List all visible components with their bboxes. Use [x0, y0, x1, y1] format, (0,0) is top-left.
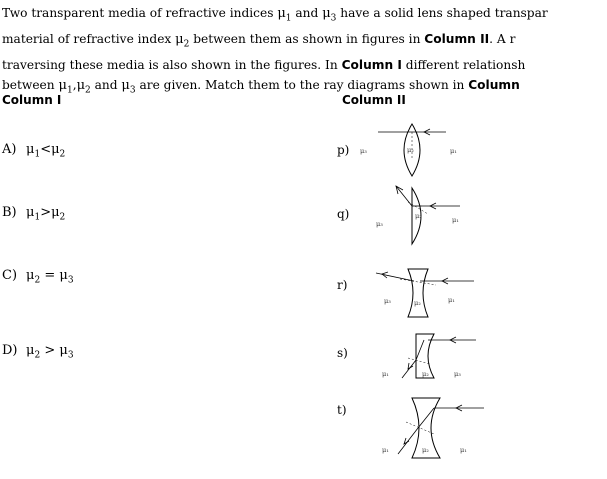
question-text: [2, 3, 605, 101]
diagram-q-plano-convex-lens: [370, 184, 480, 248]
diagram-s-medium-lens: μ₂: [422, 370, 429, 378]
option-b: B) $\mu_1>\mu_2$: [2, 205, 66, 223]
diagram-s-plano-concave-lens: [378, 332, 478, 382]
option-c-label: C): [2, 268, 18, 283]
diagram-r-concave-lens: [372, 265, 482, 321]
diagram-t-medium-right: μ₁: [460, 446, 467, 454]
diagram-t-concave-lens: [378, 394, 488, 462]
diagram-r-medium-lens: μ₂: [414, 299, 421, 307]
diagram-q-medium-lens: μ₂: [415, 212, 422, 220]
diagram-q-label: q): [337, 207, 350, 221]
option-d: D) $\mu_2 > \mu_3$: [2, 343, 74, 361]
diagram-r-medium-right: μ₁: [448, 296, 455, 304]
option-d-label: D): [2, 343, 18, 358]
diagram-t-label: t): [337, 403, 347, 417]
option-a-label: A): [2, 142, 17, 157]
diagram-s-medium-right: μ₃: [454, 370, 461, 378]
option-b-label: B): [2, 205, 17, 220]
option-d-relation: >: [44, 343, 56, 358]
diagram-p-label: p): [337, 143, 350, 157]
diagram-p-medium-left: μ₃: [360, 147, 367, 155]
diagram-s-label: s): [337, 346, 348, 360]
column-2-heading: Column II: [342, 93, 406, 107]
diagram-p-convex-lens: [350, 120, 470, 180]
option-c: C) $\mu_2 = \mu_3$: [2, 268, 74, 286]
option-a-relation: <: [40, 142, 52, 157]
option-a: A) $\mu_1<\mu_2$: [2, 142, 66, 160]
option-c-relation: =: [44, 268, 56, 283]
diagram-t-medium-lens: μ₂: [422, 446, 429, 454]
diagram-r-medium-left: μ₃: [384, 297, 391, 305]
column-1-heading: Column I: [2, 93, 62, 107]
diagram-t-medium-left: μ₁: [382, 446, 389, 454]
diagram-p-medium-right: μ₁: [450, 147, 457, 155]
diagram-p-medium-lens: μ₂: [407, 146, 414, 154]
question-line-1: Two transparent media of refractive indices $\mu_1$ and $\mu_3$ have a solid lens shaped transpar: [2, 6, 548, 24]
option-b-relation: >: [40, 205, 52, 220]
diagram-s-medium-left: μ₁: [382, 370, 389, 378]
question-line-3: traversing these media is also shown in the figures. In Column I different relationsh: [2, 57, 526, 72]
question-line-4: between $\mu_1,\mu_2$ and $\mu_3$ are given. Match them to the ray diagrams shown in Column: [2, 78, 520, 96]
question-line-2: material of refractive index $\mu_2$ between them as shown in figures in Column II. A r: [2, 31, 516, 50]
diagram-r-label: r): [337, 278, 348, 292]
diagram-q-medium-right: μ₁: [452, 216, 459, 224]
diagram-q-medium-left: μ₃: [376, 220, 383, 228]
